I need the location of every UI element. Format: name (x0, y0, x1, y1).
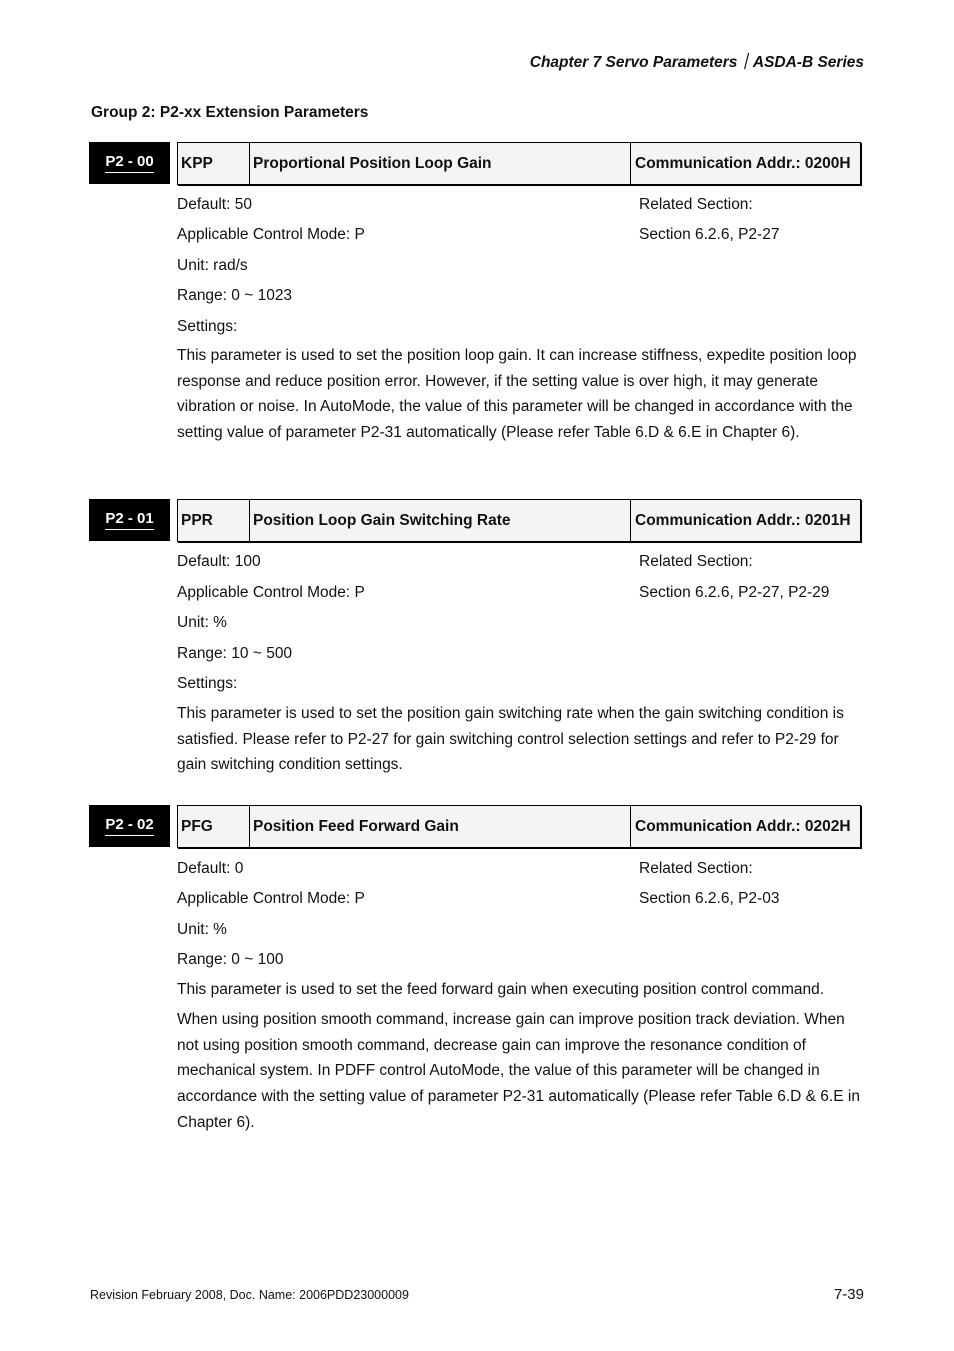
footer-revision: Revision February 2008, Doc. Name: 2006PDD23000009 (90, 1288, 409, 1302)
param-range: Range: 0 ~ 100 (177, 951, 284, 968)
param-default: Default: 100 (177, 553, 261, 570)
param-mode: Applicable Control Mode: P (177, 226, 365, 243)
param-abbr: PPR (178, 500, 250, 541)
param-name: Position Loop Gain Switching Rate (250, 500, 631, 541)
param-code-badge (89, 499, 170, 541)
related-label: Related Section: (639, 196, 753, 213)
param-range: Range: 10 ~ 500 (177, 645, 293, 662)
param-name: Proportional Position Loop Gain (250, 143, 631, 184)
related-sections: Section 6.2.6, P2-03 (639, 890, 780, 907)
related-sections: Section 6.2.6, P2-27, P2-29 (639, 584, 830, 601)
param-description: This parameter is used to set the position gain switching rate when the gain switching condition is satisfied. Please refer to P2-27 for gain switching control selection settings and refer to P2-29 for gain switching condition settings. (177, 705, 844, 774)
param-description: When using position smooth command, increase gain can improve position track deviation. When not using position smooth command, decrease gain can improve the resonance condition of mechanical system. In PDFF control AutoMode, the value of this parameter will be changed in accordance with the setting value of parameter P2-31 automatically (Please refer Table 6.D & 6.E in Chapter 6). (177, 1011, 860, 1131)
param-code-badge (89, 805, 170, 847)
param-unit: Unit: rad/s (177, 257, 248, 274)
param-name: Position Feed Forward Gain (250, 806, 631, 847)
group-title: Group 2: P2-xx Extension Parameters (91, 104, 369, 121)
param-unit: Unit: % (177, 921, 227, 938)
related-sections: Section 6.2.6, P2-27 (639, 226, 780, 243)
param-addr: Communication Addr.: 0200H (635, 154, 851, 172)
related-label: Related Section: (639, 860, 753, 877)
param-addr: Communication Addr.: 0201H (635, 511, 851, 529)
param-mode: Applicable Control Mode: P (177, 890, 365, 907)
param-abbr: PFG (178, 806, 250, 847)
related-label: Related Section: (639, 553, 753, 570)
param-header-table (177, 805, 861, 848)
param-abbr: KPP (178, 143, 250, 184)
param-mode: Applicable Control Mode: P (177, 584, 365, 601)
param-code: P2 - 02 (105, 816, 153, 836)
param-range: Range: 0 ~ 1023 (177, 287, 293, 304)
page-header: Chapter 7 Servo Parameters｜ASDA-B Series (529, 54, 864, 71)
param-default: Default: 0 (177, 860, 244, 877)
param-header-table (177, 142, 861, 185)
param-addr: Communication Addr.: 0202H (635, 817, 851, 835)
param-code: P2 - 00 (105, 153, 153, 173)
param-code: P2 - 01 (105, 510, 153, 530)
param-header-table (177, 499, 861, 542)
param-description: This parameter is used to set the position loop gain. It can increase stiffness, expedite position loop response and reduce position error. However, if the setting value is over high, it may generate vibration or noise. In AutoMode, the value of this parameter will be changed in accordance with the setting value of parameter P2-31 automatically (Please refer Table 6.D & 6.E in Chapter 6). (177, 347, 857, 442)
param-settings-label: Settings: (177, 675, 238, 692)
param-default: Default: 50 (177, 196, 252, 213)
param-code-badge (89, 142, 170, 184)
page-number: 7-39 (833, 1286, 864, 1303)
param-unit: Unit: % (177, 614, 227, 631)
param-description-intro: This parameter is used to set the feed forward gain when executing position control command. (177, 981, 825, 998)
param-settings-label: Settings: (177, 318, 238, 335)
